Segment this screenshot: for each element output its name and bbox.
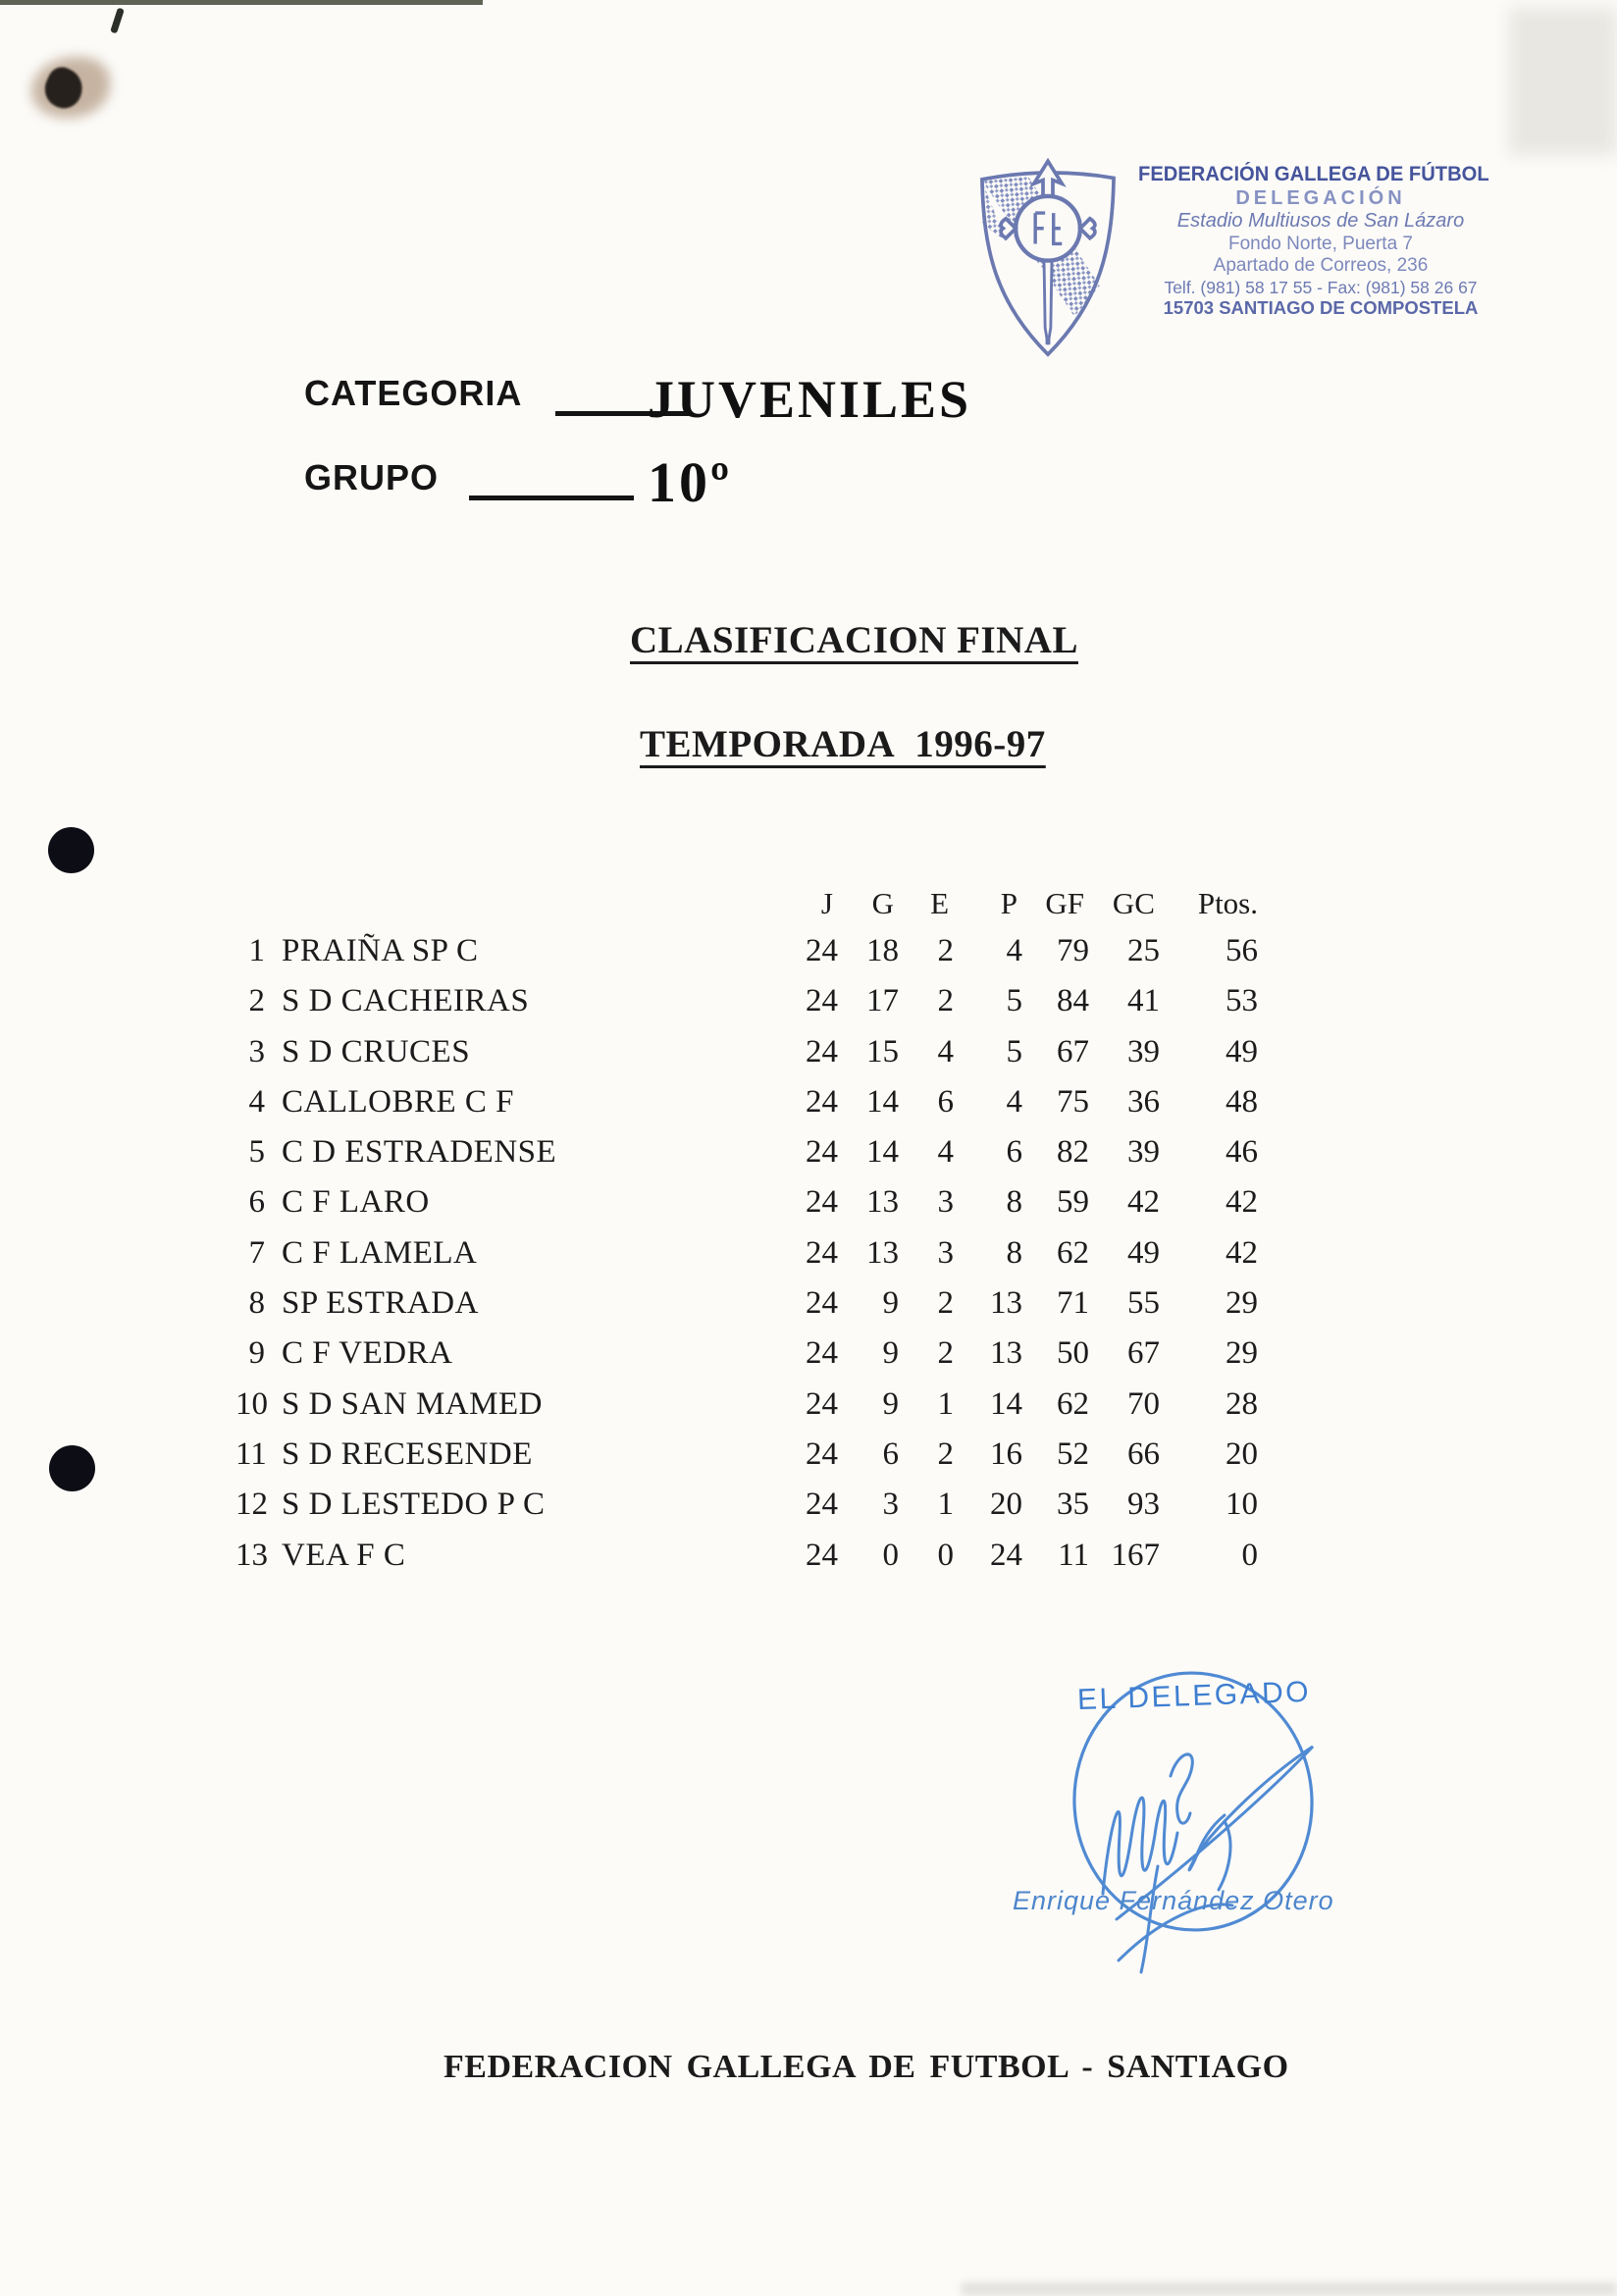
footer-org-line: FEDERACION GALLEGA DE FUTBOL - SANTIAGO [443,2049,1289,2085]
points-cell: 20 [1226,1435,1258,1472]
table-row [235,1184,1258,1234]
played-cell: 24 [806,1435,838,1472]
won-cell: 13 [866,1184,899,1221]
lost-cell: 8 [1006,1184,1022,1221]
drawn-cell: 2 [937,1285,954,1322]
drawn-cell: 3 [937,1184,954,1221]
signature-name: Enrique Fernández Otero [1013,1886,1334,1915]
team-name-cell: SP ESTRADA [282,1285,479,1322]
stamp-address-line: Estadio Multiusos de San Lázaro [1176,210,1465,233]
points-cell: 10 [1226,1487,1258,1523]
categoria-label: CATEGORIA [304,373,523,413]
goals-against-cell: 39 [1127,1134,1160,1171]
table-row [235,933,1258,983]
lost-cell: 20 [990,1487,1022,1523]
team-name-cell: VEA F C [282,1537,406,1573]
goals-against-cell: 66 [1127,1435,1160,1472]
rank-cell: 12 [235,1487,268,1523]
hole-punch-mark [49,1445,95,1491]
goals-for-cell: 59 [1057,1184,1089,1221]
standings-table [235,886,1258,1588]
points-cell: 46 [1226,1134,1258,1171]
points-cell: 49 [1226,1033,1258,1070]
drawn-cell: 0 [937,1537,954,1573]
team-name-cell: C F LAMELA [282,1234,478,1271]
table-row [235,1538,1258,1588]
lost-cell: 8 [1006,1234,1022,1271]
table-row [235,1235,1258,1285]
lost-cell: 5 [1006,1033,1022,1070]
goals-against-cell: 167 [1111,1537,1160,1573]
played-cell: 24 [806,1335,838,1372]
drawn-cell: 1 [937,1385,954,1422]
drawn-cell: 3 [937,1234,954,1271]
rank-cell: 2 [248,983,265,1019]
signature-title: EL DELEGADO [1076,1675,1312,1717]
goals-against-cell: 49 [1127,1234,1160,1271]
points-cell: 0 [1241,1537,1258,1573]
rank-cell: 13 [235,1537,268,1573]
table-row [235,1134,1258,1184]
won-cell: 17 [866,983,899,1019]
points-cell: 28 [1226,1385,1258,1422]
team-name-cell: S D RECESENDE [282,1435,533,1472]
scan-shadow-artifact [962,2282,1617,2296]
hole-punch-mark [48,827,94,873]
stamp-address-line: Apartado de Correos, 236 [1213,255,1429,277]
col-header-ptos: Ptos. [1197,886,1258,920]
table-row [235,1436,1258,1487]
goals-against-cell: 25 [1127,933,1160,968]
scan-shadow-artifact [1509,8,1617,155]
lost-cell: 4 [1006,933,1022,968]
rank-cell: 8 [248,1285,265,1322]
lost-cell: 13 [990,1285,1022,1322]
goals-for-cell: 62 [1057,1234,1089,1271]
points-cell: 56 [1226,933,1258,968]
lost-cell: 14 [990,1385,1022,1422]
won-cell: 15 [866,1033,899,1070]
goals-for-cell: 62 [1057,1385,1089,1422]
table-row [235,1487,1258,1537]
col-header-gc: GC [1112,886,1155,920]
drawn-cell: 4 [937,1134,954,1171]
won-cell: 13 [866,1234,899,1271]
goals-for-cell: 84 [1057,983,1089,1019]
stamp-dept: DELEGACIÓN [1235,186,1406,209]
won-cell: 9 [882,1385,899,1422]
played-cell: 24 [806,1234,838,1271]
played-cell: 24 [806,983,838,1019]
col-header-g: G [871,886,894,920]
scan-edge-artifact [0,0,483,5]
goals-against-cell: 93 [1127,1487,1160,1523]
goals-for-cell: 67 [1057,1033,1089,1070]
won-cell: 18 [866,933,899,968]
rank-cell: 5 [248,1134,265,1171]
drawn-cell: 2 [937,933,954,968]
goals-against-cell: 42 [1127,1184,1160,1221]
drawn-cell: 2 [937,983,954,1019]
goals-for-cell: 82 [1057,1134,1089,1171]
drawn-cell: 4 [937,1033,954,1070]
grupo-value: 10º [648,450,733,514]
stamp-city-line: 15703 SANTIAGO DE COMPOSTELA [1163,297,1479,319]
points-cell: 48 [1226,1083,1258,1120]
drawn-cell: 6 [937,1083,954,1120]
played-cell: 24 [806,1487,838,1523]
goals-for-cell: 50 [1057,1335,1089,1372]
season-title: TEMPORADA 1996-97 [640,723,1046,765]
table-row [235,1084,1258,1134]
team-name-cell: PRAIÑA SP C [282,933,479,968]
table-row [235,1335,1258,1385]
points-cell: 53 [1226,983,1258,1019]
stamp-address-line: Fondo Norte, Puerta 7 [1228,233,1413,254]
team-name-cell: CALLOBRE C F [282,1083,515,1120]
col-header-j: J [820,886,833,920]
played-cell: 24 [806,1537,838,1573]
rank-cell: 1 [248,933,265,968]
team-name-cell: C F LARO [282,1184,430,1221]
points-cell: 42 [1226,1184,1258,1221]
lost-cell: 4 [1006,1083,1022,1120]
points-cell: 29 [1226,1335,1258,1372]
rank-cell: 6 [248,1184,265,1221]
played-cell: 24 [806,1033,838,1070]
goals-against-cell: 70 [1127,1385,1160,1422]
table-row [235,1386,1258,1436]
won-cell: 3 [882,1487,899,1523]
lost-cell: 24 [990,1537,1022,1573]
goals-against-cell: 39 [1127,1033,1160,1070]
stamp-text-block [1138,157,1503,367]
played-cell: 24 [806,1385,838,1422]
fgf-shield-icon [964,157,1132,367]
played-cell: 24 [806,933,838,968]
won-cell: 9 [882,1285,899,1322]
grupo-label: GRUPO [304,457,440,497]
played-cell: 24 [806,1083,838,1120]
lost-cell: 5 [1006,983,1022,1019]
played-cell: 24 [806,1134,838,1171]
standings-rows [235,933,1258,1588]
goals-against-cell: 67 [1127,1335,1160,1372]
team-name-cell: S D LESTEDO P C [282,1487,546,1523]
won-cell: 9 [882,1335,899,1372]
table-row [235,1285,1258,1335]
document-title: CLASIFICACION FINAL [630,619,1078,661]
won-cell: 14 [866,1083,899,1120]
table-row [235,1034,1258,1084]
won-cell: 6 [882,1435,899,1472]
drawn-cell: 2 [937,1335,954,1372]
rank-cell: 3 [248,1033,265,1070]
played-cell: 24 [806,1184,838,1221]
points-cell: 42 [1226,1234,1258,1271]
goals-for-cell: 35 [1057,1487,1089,1523]
points-cell: 29 [1226,1285,1258,1322]
team-name-cell: S D CACHEIRAS [282,983,530,1019]
table-row [235,983,1258,1033]
goals-for-cell: 75 [1057,1083,1089,1120]
grupo-blank-line [469,496,634,500]
rank-cell: 4 [248,1083,265,1120]
lost-cell: 13 [990,1335,1022,1372]
lost-cell: 6 [1006,1134,1022,1171]
goals-for-cell: 79 [1057,933,1089,968]
standings-header-row [235,886,1258,933]
drawn-cell: 1 [937,1487,954,1523]
goals-for-cell: 11 [1058,1537,1089,1573]
won-cell: 14 [866,1134,899,1171]
goals-for-cell: 52 [1057,1435,1089,1472]
drawn-cell: 2 [937,1435,954,1472]
federation-stamp [964,157,1489,367]
categoria-value: JUVENILES [648,370,972,429]
col-header-p: P [1000,886,1017,920]
lost-cell: 16 [990,1435,1022,1472]
goals-against-cell: 55 [1127,1285,1160,1322]
goals-against-cell: 36 [1127,1083,1160,1120]
stamp-phone-line: Telf. (981) 58 17 55 - Fax: (981) 58 26 67 [1164,277,1478,297]
rank-cell: 10 [235,1385,268,1422]
rank-cell: 7 [248,1234,265,1271]
team-name-cell: C D ESTRADENSE [282,1134,557,1171]
team-name-cell: C F VEDRA [282,1335,453,1372]
stamp-org-name: FEDERACIÓN GALLEGA DE FÚTBOL [1138,163,1489,185]
goals-for-cell: 71 [1057,1285,1089,1322]
rank-cell: 9 [248,1335,265,1372]
col-header-e: E [930,886,949,920]
col-header-gf: GF [1045,886,1084,920]
played-cell: 24 [806,1285,838,1322]
won-cell: 0 [882,1537,899,1573]
rank-cell: 11 [235,1435,267,1472]
team-name-cell: S D CRUCES [282,1033,471,1070]
team-name-cell: S D SAN MAMED [282,1385,543,1422]
ink-smudge [24,43,131,131]
goals-against-cell: 41 [1127,983,1160,1019]
